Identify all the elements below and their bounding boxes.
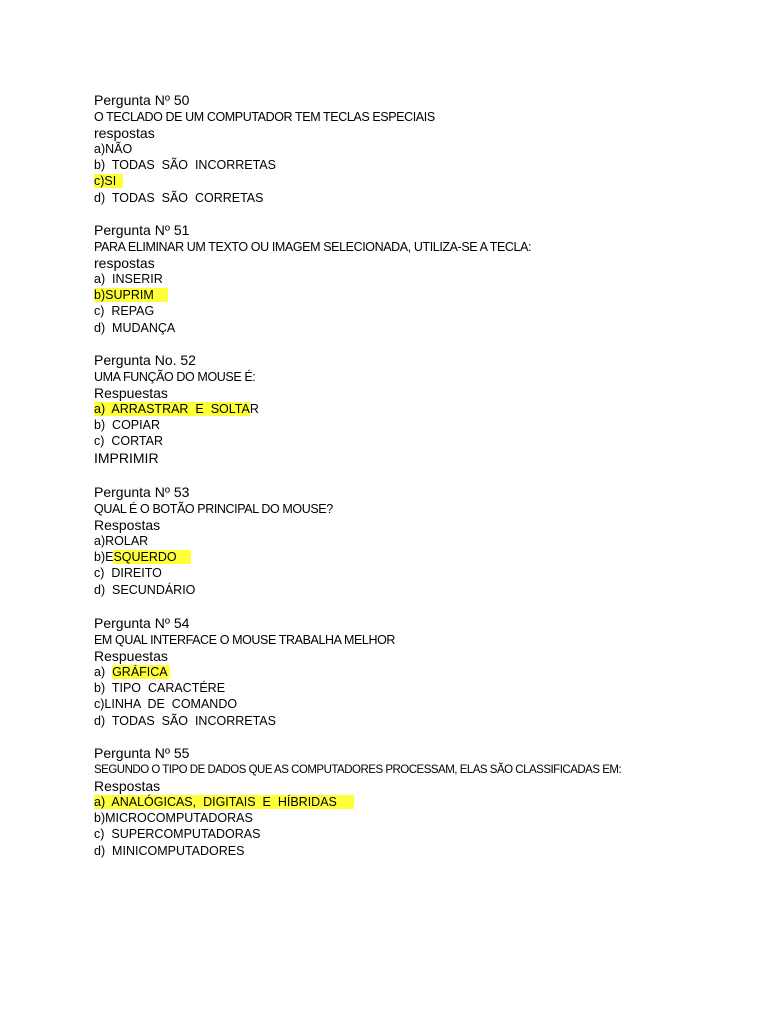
question-55 — [94, 745, 621, 859]
answer-option — [94, 713, 395, 729]
answer-option — [94, 141, 435, 157]
answer-option — [94, 696, 395, 712]
answer-option — [94, 810, 621, 826]
answers-label: respostas — [94, 255, 155, 271]
answer-option — [94, 190, 435, 206]
answer-option — [94, 271, 531, 287]
option-text: b)E — [94, 550, 114, 565]
question-title: Pergunta Nº 54 — [94, 615, 190, 631]
question-54 — [94, 615, 395, 729]
answer-option — [94, 826, 621, 842]
question-text: EM QUAL INTERFACE O MOUSE TRABALHA MELHOR — [94, 633, 396, 647]
option-text: d) SECUNDÁRIO — [94, 582, 196, 597]
option-text-tail: R — [249, 402, 259, 416]
option-text: d) MINICOMPUTADORES — [94, 843, 245, 858]
answer-option — [94, 533, 333, 549]
option-text: d) MUDANÇA — [94, 320, 176, 335]
option-text: b) TODAS SÃO INCORRETAS — [94, 158, 276, 173]
question-title: Pergunta Nº 51 — [94, 222, 190, 238]
question-title: Pergunta Nº 50 — [94, 92, 190, 108]
answer-option — [94, 680, 395, 696]
question-text: UMA FUNÇÃO DO MOUSE É: — [94, 370, 256, 384]
highlighted-answer: c)SI — [94, 174, 124, 189]
answers-label: respostas — [94, 125, 155, 141]
option-text: c) DIREITO — [94, 566, 162, 581]
highlighted-answer: b)SUPRIM — [94, 288, 168, 303]
option-text: c) CORTAR — [94, 434, 163, 449]
answer-option-extra: IMPRIMIR — [94, 449, 159, 466]
answer-option — [94, 582, 333, 598]
answer-option-correct — [94, 173, 435, 189]
answer-option — [94, 433, 259, 449]
option-text: a) INSERIR — [94, 272, 163, 286]
option-text: a)NÃO — [94, 142, 133, 156]
question-text: QUAL É O BOTÃO PRINCIPAL DO MOUSE? — [94, 502, 333, 516]
question-51 — [94, 222, 531, 336]
answer-option-correct — [94, 549, 333, 565]
question-52 — [94, 352, 259, 467]
answers-label: Respostas — [94, 517, 161, 533]
answer-option — [94, 157, 435, 173]
question-50 — [94, 92, 435, 206]
highlighted-answer: a) ANALÓGICAS, DIGITAIS E HÍBRIDAS — [94, 795, 355, 809]
option-text: a)ROLAR — [94, 534, 149, 548]
answer-option-correct — [94, 401, 259, 417]
answer-option-correct — [94, 287, 531, 303]
question-title: Pergunta Nº 55 — [94, 745, 190, 761]
answer-option-correct — [94, 664, 395, 680]
question-title: Pergunta Nº 53 — [94, 484, 190, 500]
answer-option — [94, 320, 531, 336]
answer-option — [94, 565, 333, 581]
highlighted-answer: SQUERDO — [113, 550, 191, 565]
answer-option — [94, 417, 259, 433]
answers-label: Respostas — [94, 778, 161, 794]
answer-option-correct — [94, 794, 621, 810]
option-text: c)LINHA DE COMANDO — [94, 697, 238, 712]
option-text: b) COPIAR — [94, 418, 160, 433]
question-text: SEGUNDO O TIPO DE DADOS QUE AS COMPUTADORES PROCESSAM, ELAS SÃO CLASSIFICADAS EM: — [94, 764, 622, 776]
option-text: d) TODAS SÃO INCORRETAS — [94, 713, 276, 728]
question-title: Pergunta No. 52 — [94, 352, 196, 368]
question-text: O TECLADO DE UM COMPUTADOR TEM TECLAS ESPECIAIS — [94, 110, 435, 124]
highlighted-answer: a) ARRASTRAR E SOLTA — [94, 402, 250, 416]
question-53 — [94, 484, 333, 598]
answer-option — [94, 303, 531, 319]
option-text: c) REPAG — [94, 304, 155, 319]
option-text: d) TODAS SÃO CORRETAS — [94, 190, 264, 205]
option-text: b)MICROCOMPUTADORAS — [94, 811, 253, 826]
highlighted-answer: GRÁFICA — [112, 665, 171, 679]
question-text: PARA ELIMINAR UM TEXTO OU IMAGEM SELECIONADA, UTILIZA-SE A TECLA: — [94, 240, 532, 254]
answer-option — [94, 843, 621, 859]
option-text: a) — [94, 665, 113, 679]
answers-label: Respuestas — [94, 385, 168, 401]
option-text: c) SUPERCOMPUTADORAS — [94, 827, 261, 842]
option-text: b) TIPO CARACTÉRE — [94, 681, 226, 696]
answers-label: Respuestas — [94, 648, 168, 664]
